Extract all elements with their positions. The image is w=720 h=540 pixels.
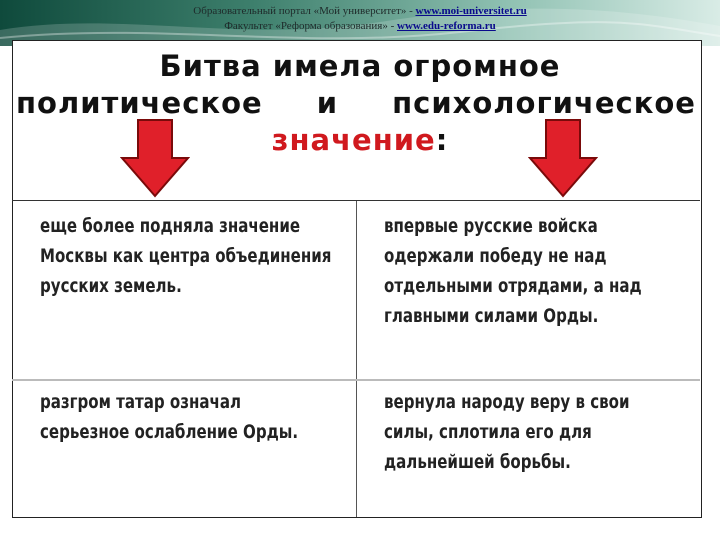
cell-line: серьезное ослабление Орды. — [40, 421, 299, 443]
cell-line: главными силами Орды. — [384, 305, 599, 327]
table-cell-psychological-2 — [384, 387, 630, 477]
title-word-psychological: психологическое — [392, 86, 696, 120]
cell-line: дальнейшей борьбы. — [384, 451, 571, 473]
cell-line: разгром татар означал — [40, 391, 242, 413]
cell-line: Москвы как центра объединения — [40, 245, 332, 267]
header-faculty-link[interactable]: www.edu-reforma.ru — [397, 20, 496, 32]
cell-line: силы, сплотила его для — [384, 421, 592, 443]
slide-title — [0, 48, 720, 159]
cell-line: вернула народу веру в свои — [384, 391, 630, 413]
down-arrow-icon-left — [120, 118, 190, 198]
cell-line: отдельными отрядами, а над — [384, 275, 642, 297]
title-word-political: политическое — [16, 86, 263, 120]
header-line-portal — [0, 5, 720, 18]
title-word-meaning: значение — [271, 123, 436, 157]
significance-table — [12, 200, 700, 517]
title-word-and: и — [316, 86, 339, 120]
table-cell-political-2 — [40, 387, 298, 447]
cell-line: еще более подняла значение — [40, 215, 301, 237]
title-line-1: Битва имела огромное — [159, 49, 561, 83]
title-line-3 — [0, 122, 720, 159]
title-colon: : — [435, 123, 449, 157]
header-portal-link[interactable]: www.moi-universitet.ru — [415, 5, 527, 17]
table-cell-psychological-1 — [384, 211, 642, 331]
down-arrow-icon-right — [528, 118, 598, 198]
cell-line: впервые русские войска — [384, 215, 598, 237]
table-column-divider — [356, 201, 357, 517]
table-row-divider — [12, 379, 700, 381]
table-cell-political-1 — [40, 211, 331, 301]
cell-line: одержали победу не над — [384, 245, 607, 267]
header-faculty-text: Факультет «Реформа образования» - — [224, 20, 397, 32]
cell-line: русских земель. — [40, 275, 182, 297]
header-line-faculty — [0, 20, 720, 33]
header-portal-text: Образовательный портал «Мой университет» - — [193, 5, 416, 17]
title-line-2 — [0, 85, 720, 122]
